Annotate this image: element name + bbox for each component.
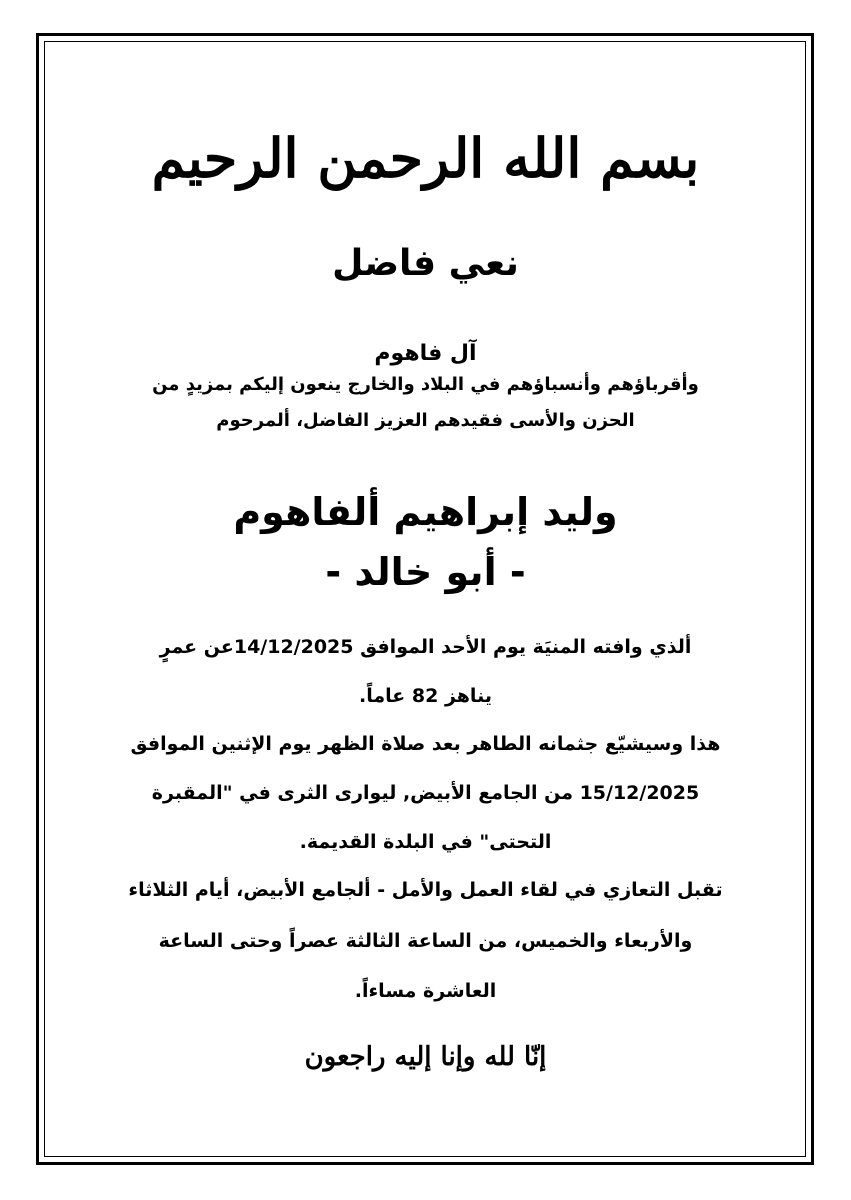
body-line-4: 15/12/2025 من الجامع الأبيض, ليوارى الثرى في "المقبرة xyxy=(151,782,700,804)
body-line-5: التحتى" في البلدة القديمة. xyxy=(299,831,552,853)
body-line-7: والأربعاء والخميس، من الساعة الثالثة عصراً وحتى الساعة xyxy=(158,930,693,952)
basmala-calligraphy: بسم الله الرحمن الرحيم xyxy=(151,126,700,190)
body-line-1: ألذي وافته المنيَة يوم الأحد الموافق 14/12/2025عن عمرٍ xyxy=(159,636,692,658)
closing-verse: إنّا لله وإنا إليه راجعون xyxy=(304,1042,547,1072)
intro-line-1: وأقرباؤهم وأنسباؤهم في البلاد والخارج ينعون إليكم بمزيدٍ من xyxy=(152,374,699,395)
body-line-8: العاشرة مساءاً. xyxy=(354,980,497,1002)
notice-heading: نعي فاضل xyxy=(332,243,519,284)
body-line-6: تقبل التعازي في لقاء العمل والأمل - ألجامع الأبيض، أيام الثلاثاء xyxy=(128,879,723,901)
deceased-name: وليد إبراهيم ألفاهوم xyxy=(233,490,618,534)
body-line-3: هذا وسيشيّع جثمانه الطاهر بعد صلاة الظهر يوم الإثنين الموافق xyxy=(130,733,721,755)
deceased-kunya: - أبو خالد - xyxy=(325,550,526,594)
body-line-2: يناهز 82 عاماً. xyxy=(359,685,492,707)
family-name: آل فاهوم xyxy=(374,341,477,366)
obituary-notice xyxy=(60,0,791,1200)
intro-line-2: الحزن والأسى فقيدهم العزيز الفاضل، ألمرحوم xyxy=(216,410,635,431)
